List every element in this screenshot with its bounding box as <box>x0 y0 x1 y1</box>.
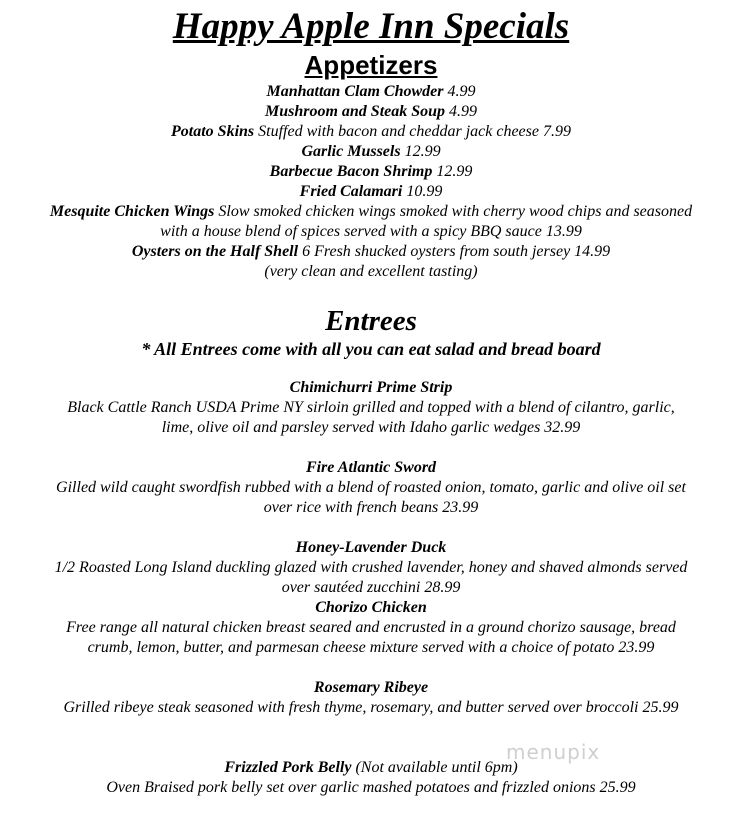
entree-desc-text: Oven Braised pork belly set over garlic mashed potatoes and frizzled onions <box>106 779 596 796</box>
appetizer-item <box>40 162 702 182</box>
appetizer-item <box>40 242 702 282</box>
appetizer-item <box>40 122 702 142</box>
item-price: 12.99 <box>436 163 473 180</box>
entrees-heading: Entrees <box>325 305 417 337</box>
entree-item <box>50 678 692 718</box>
item-price: 4.99 <box>449 103 478 120</box>
entree-desc-text: Grilled ribeye steak seasoned with fresh thyme, rosemary, and butter served over broccoli <box>63 699 639 716</box>
appetizer-item <box>40 182 702 202</box>
entree-desc-text: 1/2 Roasted Long Island duckling glazed with crushed lavender, honey and shaved almonds served over sautéed zucchini <box>54 559 688 596</box>
entree-item <box>50 458 692 518</box>
item-name: Mushroom and Steak Soup <box>264 103 446 120</box>
item-name: Fried Calamari <box>299 183 403 200</box>
item-description: Stuffed with bacon and cheddar jack cheese <box>258 123 539 140</box>
entree-desc-text: Gilled wild caught swordfish rubbed with a blend of roasted onion, tomato, garlic and olive oil set over rice with french beans <box>56 479 686 516</box>
entree-description <box>20 778 722 798</box>
item-name: Mesquite Chicken Wings <box>49 203 215 220</box>
entrees-note: * All Entrees come with all you can eat salad and bread board <box>141 339 601 359</box>
appetizer-item <box>40 102 702 122</box>
entree-name-note: (Not available until 6pm) <box>355 759 518 776</box>
entree-price: 25.99 <box>599 779 636 796</box>
item-name: Potato Skins <box>171 123 255 140</box>
appetizer-item <box>40 142 702 162</box>
item-price: 14.99 <box>574 243 611 260</box>
menu-title: Happy Apple Inn Specials <box>172 6 570 47</box>
entree-name: Frizzled Pork Belly <box>224 759 352 776</box>
entree-price: 25.99 <box>642 699 679 716</box>
item-price: 12.99 <box>404 143 441 160</box>
entree-price: 23.99 <box>442 499 479 516</box>
item-description: 6 Fresh shucked oysters from south jersey <box>302 243 571 260</box>
appetizers-list <box>40 82 702 282</box>
entree-name: Chimichurri Prime Strip <box>289 379 453 396</box>
item-note: (very clean and excellent tasting) <box>264 263 478 280</box>
entree-item <box>50 538 692 598</box>
item-price: 13.99 <box>545 223 582 240</box>
entree-desc-text: Free range all natural chicken breast seared and encrusted in a ground chorizo sausage, bread crumb, lemon, butter, and parmesan cheese mixture served with a choice of potato <box>66 619 676 656</box>
entree-name: Fire Atlantic Sword <box>305 459 437 476</box>
item-name: Manhattan Clam Chowder <box>266 83 444 100</box>
entree-price: 23.99 <box>618 639 655 656</box>
entree-name: Honey-Lavender Duck <box>295 539 447 556</box>
entree-description <box>50 618 692 658</box>
item-price: 10.99 <box>406 183 443 200</box>
entree-name: Rosemary Ribeye <box>313 679 429 696</box>
entree-price: 28.99 <box>424 579 461 596</box>
item-name: Oysters on the Half Shell <box>131 243 299 260</box>
entree-price: 32.99 <box>544 419 581 436</box>
watermark-logo: menupix <box>506 740 601 764</box>
item-price: 7.99 <box>542 123 571 140</box>
entree-heading-line <box>20 758 722 778</box>
appetizer-item <box>40 82 702 102</box>
entree-desc-text: Black Cattle Ranch USDA Prime NY sirloin grilled and topped with a blend of cilantro, garlic, lime, olive oil and parsley served with Idaho garlic wedges <box>67 399 675 436</box>
appetizers-heading: Appetizers <box>304 50 438 80</box>
entree-item <box>50 378 692 438</box>
item-price: 4.99 <box>447 83 476 100</box>
item-name: Barbecue Bacon Shrimp <box>269 163 433 180</box>
entree-item <box>50 598 692 658</box>
entree-item <box>20 758 722 798</box>
entree-description <box>50 558 692 598</box>
entree-description <box>50 698 692 718</box>
entree-description <box>50 398 692 438</box>
item-description: Slow smoked chicken wings smoked with cherry wood chips and seasoned with a house blend of spices served with a spicy BBQ sauce <box>160 203 693 240</box>
entree-description <box>50 478 692 518</box>
appetizer-item <box>40 202 702 242</box>
entree-name: Chorizo Chicken <box>315 599 427 616</box>
item-name: Garlic Mussels <box>301 143 401 160</box>
